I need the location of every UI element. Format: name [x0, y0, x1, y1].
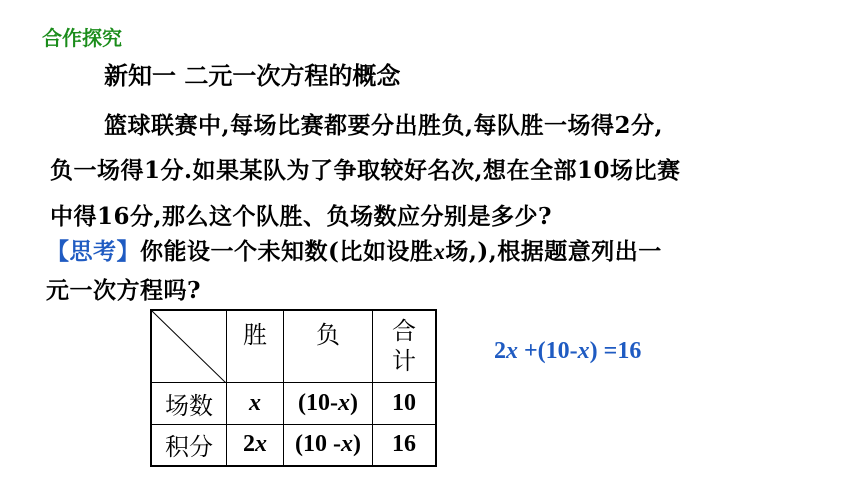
- cell-points-total: 16: [373, 424, 437, 466]
- cell-points-win: [227, 424, 284, 466]
- problem-line-3: 中得16分,那么这个队胜、负场数应分别是多少?: [50, 203, 552, 230]
- equation-var-1: x: [506, 338, 518, 364]
- score-table: [150, 309, 437, 467]
- diagonal-line: [152, 311, 226, 383]
- points-loss-pre: (10 -: [295, 431, 341, 458]
- equation-var-2: x: [577, 338, 590, 364]
- header-total-char-2: 计: [392, 347, 416, 376]
- points-loss-post: ): [352, 431, 361, 458]
- think-line-2: 元一次方程吗?: [46, 277, 201, 304]
- diagonal-header-cell: [151, 310, 227, 382]
- games-loss-var: x: [337, 389, 350, 416]
- header-win: 胜: [227, 310, 284, 382]
- think-line-1: [46, 233, 662, 266]
- table-header-row: [151, 310, 436, 382]
- games-loss-pre: (10-: [298, 389, 338, 416]
- equation-part-3: ) =16: [589, 338, 642, 364]
- table-row: [151, 424, 436, 466]
- points-win-var: x: [255, 431, 267, 458]
- equation-part-2: +(10-: [518, 338, 578, 364]
- think-tag: 【思考】: [46, 238, 140, 265]
- header-loss: 负: [284, 310, 373, 382]
- problem-line-2: 负一场得1分.如果某队为了争取较好名次,想在全部10场比赛: [50, 157, 681, 184]
- think-var: x: [433, 239, 446, 264]
- equation-part-1: 2: [494, 338, 506, 364]
- cell-points-loss: [284, 424, 373, 466]
- think-text-before-var: 你能设一个未知数(比如设胜: [140, 238, 434, 265]
- equation: [494, 338, 641, 365]
- points-win-num: 2: [243, 431, 255, 458]
- subtitle: 新知一 二元一次方程的概念: [104, 62, 401, 90]
- cell-games-win: [227, 382, 284, 424]
- think-text-after-var: 场,),根据题意列出一: [445, 238, 662, 265]
- cell-games-loss: [284, 382, 373, 424]
- cell-games-total: 10: [373, 382, 437, 424]
- row-label-games: 场数: [151, 382, 227, 424]
- problem-line-1: 篮球联赛中,每场比赛都要分出胜负,每队胜一场得2分,: [104, 112, 664, 139]
- games-win-var: x: [249, 389, 261, 416]
- header-total: [373, 310, 437, 382]
- row-label-points: 积分: [151, 424, 227, 466]
- header-total-char-1: 合: [392, 317, 416, 346]
- table-row: [151, 382, 436, 424]
- games-loss-post: ): [349, 389, 358, 416]
- points-loss-var: x: [340, 431, 353, 458]
- section-label: 合作探究: [42, 26, 122, 50]
